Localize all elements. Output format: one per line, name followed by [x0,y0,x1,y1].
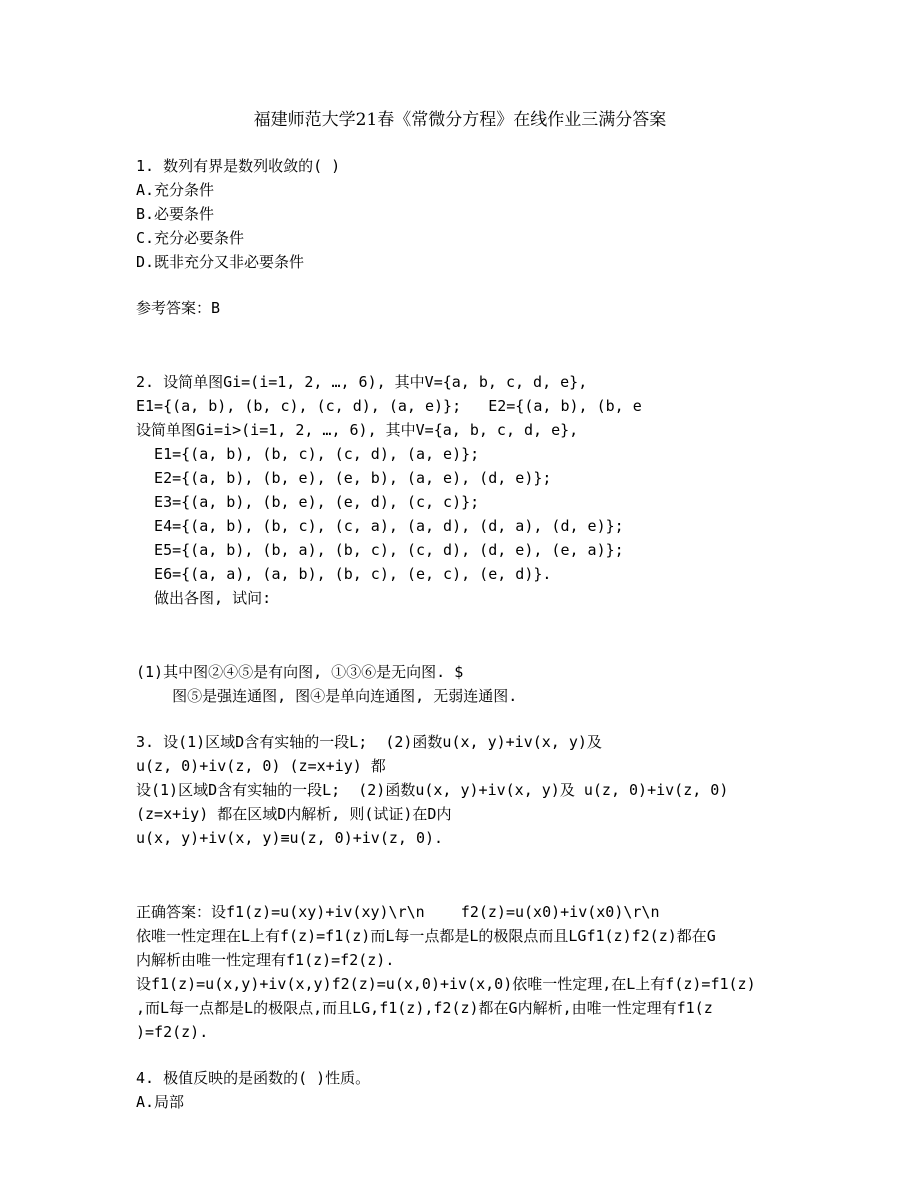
question-3-answer-line: ,而L每一点都是L的极限点,而且LG,f1(z),f2(z)都在G内解析,由唯一性定理有f1(z [136,999,713,1017]
question-1-option-a: A.充分条件 [136,181,215,199]
question-3-line: u(z, 0)+iv(z, 0) (z=x+iy) 都 [136,757,386,775]
question-2-line: E1={(a, b), (b, c), (c, d), (a, e)}; E2={(a, b), (b, e [136,397,642,415]
question-3-answer-line: )=f2(z). [136,1023,209,1041]
question-2-line: E6={(a, a), (a, b), (b, c), (e, c), (e, d)}. [136,565,552,583]
question-1-option-c: C.充分必要条件 [136,229,245,247]
question-3-answer-line: 设f1(z)=u(x,y)+iv(x,y)f2(z)=u(x,0)+iv(x,0)依唯一性定理,在L上有f(z)=f1(z) [136,975,756,993]
question-1-option-b: B.必要条件 [136,205,215,223]
question-3-line: (z=x+iy) 都在区域D内解析, 则(试证)在D内 [136,805,452,823]
question-2 [136,370,796,708]
question-2-line: 设简单图Gi=i>(i=1, 2, …, 6), 其中V={a, b, c, d, e}, [136,421,579,439]
question-4-text: 4. 极值反映的是函数的( )性质。 [136,1069,371,1087]
question-1-text: 1. 数列有界是数列收敛的( ) [136,157,341,175]
document-body [136,154,796,1114]
question-3-line: u(x, y)+iv(x, y)≡u(z, 0)+iv(z, 0). [136,829,444,847]
question-1-answer: 参考答案：B [136,299,221,317]
question-4 [136,1066,796,1114]
question-3-answer-line: 依唯一性定理在L上有f(z)=f1(z)而L每一点都是L的极限点而且LGf1(z)f2(z)都在G [136,927,716,945]
question-3 [136,730,796,1044]
question-3-line: 3. 设(1)区域D含有实轴的一段L; (2)函数u(x, y)+iv(x, y)及 [136,733,602,751]
question-2-line: E1={(a, b), (b, c), (c, d), (a, e)}; [136,445,480,463]
question-3-answer-line: 正确答案：设f1(z)=u(xy)+iv(xy)\r\n f2(z)=u(x0)+iv(x0)\r\n [136,903,660,921]
question-2-line: E5={(a, b), (b, a), (b, c), (c, d), (d, e), (e, a)}; [136,541,624,559]
question-3-answer-line: 内解析由唯一性定理有f1(z)=f2(z). [136,951,395,969]
question-2-answer-line: (1)其中图②④⑤是有向图, ①③⑥是无向图. $ [136,663,464,681]
question-2-line: E3={(a, b), (b, e), (e, d), (c, c)}; [136,493,480,511]
question-2-line: 做出各图, 试问: [136,589,272,607]
question-2-line: E4={(a, b), (b, c), (c, a), (a, d), (d, a), (d, e)}; [136,517,624,535]
question-3-line: 设(1)区域D含有实轴的一段L; (2)函数u(x, y)+iv(x, y)及 u(z, 0)+iv(z, 0) [136,781,729,799]
document-title: 福建师范大学21春《常微分方程》在线作业三满分答案 [253,110,667,130]
question-2-line: 2. 设简单图Gi=(i=1, 2, …, 6), 其中V={a, b, c, d, e}, [136,373,588,391]
question-1 [136,154,796,320]
question-4-option-a: A.局部 [136,1093,185,1111]
question-2-line: E2={(a, b), (b, e), (e, b), (a, e), (d, e)}; [136,469,552,487]
question-1-option-d: D.既非充分又非必要条件 [136,253,305,271]
question-2-answer-line: 图⑤是强连通图, 图④是单向连通图, 无弱连通图. [136,687,518,705]
